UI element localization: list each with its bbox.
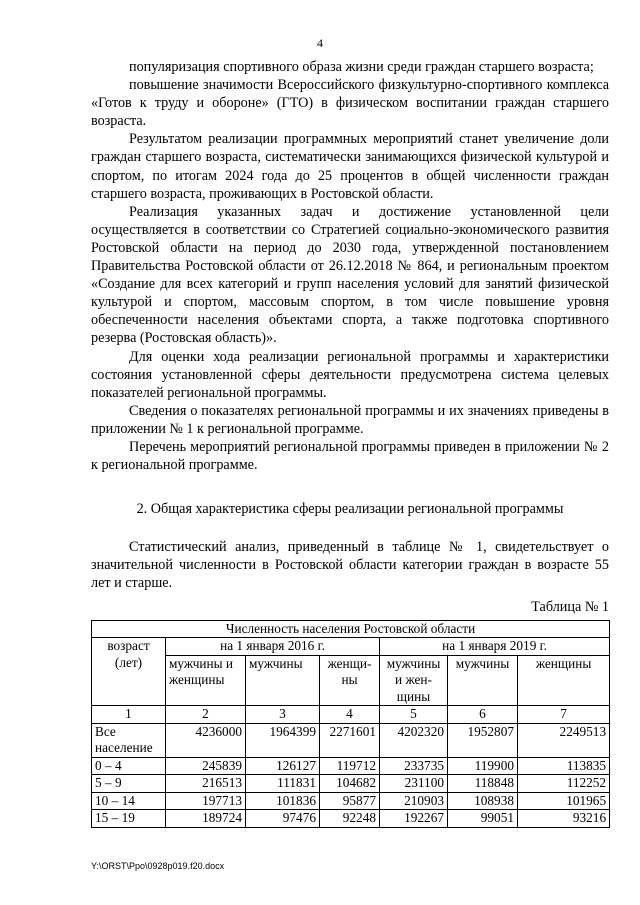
subheader-cell: мужчины: [448, 655, 518, 706]
paragraph: Результатом реализации программных мероприятий станет увеличение доли граждан старшего возраста, систематически занимающихся физической культурой и спортом, по итогам 2024 года до 25 процентов в общей численности граждан старшего возраста, проживающих в Ростовской области.: [91, 131, 609, 202]
table-row: [92, 810, 610, 828]
population-table: [91, 620, 610, 828]
value-cell: 216513: [166, 775, 246, 793]
subheader-cell: мужчины и женщины: [166, 655, 246, 706]
paragraph: повышение значимости Всероссийского физкультурно-спортивного комплекса «Готов к труду и обороне» (ГТО) в физическом воспитании граждан старшего возраста.: [91, 77, 609, 130]
table-title-row: [92, 620, 610, 638]
column-number-row: [92, 706, 610, 724]
value-cell: 192267: [380, 810, 448, 828]
table-row: [92, 792, 610, 810]
column-number: 1: [92, 706, 166, 724]
paragraph: Реализация указанных задач и достижение установленной цели осуществляется в соответствии со Стратегией социально-экономического развития Ростовской области на период до 2030 года, утвержденной постановлением Правительства Ростовской области от 26.12.2018 № 864, и региональным проектом «Создание для всех категорий и групп населения условий для занятий физической культурой и спортом, массовым спортом, в том числе повышение уровня обеспеченности населения объектами спорта, а также подготовка спортивного резерва (Ростовская область)».: [91, 203, 609, 347]
table-row: [92, 775, 610, 793]
value-cell: 4236000: [166, 723, 246, 757]
paragraph: популяризация спортивного образа жизни среди граждан старшего возраста;: [129, 59, 594, 75]
table-subheader-row: [92, 655, 610, 706]
value-cell: 104682: [320, 775, 380, 793]
table-year-row: [92, 638, 610, 656]
table-caption: Таблица № 1: [531, 598, 609, 615]
age-cell: 15 – 19: [92, 810, 166, 828]
age-cell: Все население: [92, 723, 166, 757]
value-cell: 119900: [448, 757, 518, 775]
column-number: 4: [320, 706, 380, 724]
paragraph: Перечень мероприятий региональной программы приведен в приложении № 2 к региональной программе.: [91, 438, 609, 474]
subheader-cell: женщи-ны: [320, 655, 380, 706]
table-row: [92, 723, 610, 757]
value-cell: 1964399: [246, 723, 320, 757]
value-cell: 95877: [320, 792, 380, 810]
value-cell: 210903: [380, 792, 448, 810]
value-cell: 97476: [246, 810, 320, 828]
value-cell: 119712: [320, 757, 380, 775]
value-cell: 99051: [448, 810, 518, 828]
section-title: 2. Общая характеристика сферы реализации региональной программы: [136, 501, 564, 518]
value-cell: 101836: [246, 792, 320, 810]
analysis-paragraph: Статистический анализ, приведенный в таблице № 1, свидетельствует о значительной численности в Ростовской области категории граждан в возрасте 55 лет и старше.: [91, 539, 609, 592]
value-cell: 101965: [518, 792, 610, 810]
footer-file-path: Y:\ORST\Ppo\0928p019.f20.docx: [91, 861, 225, 871]
value-cell: 112252: [518, 775, 610, 793]
value-cell: 113835: [518, 757, 610, 775]
value-cell: 189724: [166, 810, 246, 828]
value-cell: 231100: [380, 775, 448, 793]
value-cell: 197713: [166, 792, 246, 810]
page-number: 4: [317, 36, 323, 50]
value-cell: 1952807: [448, 723, 518, 757]
value-cell: 108938: [448, 792, 518, 810]
age-header: возраст (лет): [92, 638, 166, 706]
value-cell: 118848: [448, 775, 518, 793]
value-cell: 4202320: [380, 723, 448, 757]
document-body: [91, 58, 609, 828]
subheader-cell: мужчины и жен-щины: [380, 655, 448, 706]
table-row: [92, 757, 610, 775]
year-2016-header: на 1 января 2016 г.: [166, 638, 380, 656]
table-title: Численность населения Ростовской области: [92, 620, 610, 638]
age-cell: 0 – 4: [92, 757, 166, 775]
value-cell: 245839: [166, 757, 246, 775]
column-number: 6: [448, 706, 518, 724]
value-cell: 2271601: [320, 723, 380, 757]
age-cell: 10 – 14: [92, 792, 166, 810]
paragraph: Для оценки хода реализации региональной программы и характеристики состояния установленной сферы деятельности предусмотрена система целевых показателей региональной программы.: [91, 348, 609, 401]
value-cell: 92248: [320, 810, 380, 828]
value-cell: 93216: [518, 810, 610, 828]
subheader-cell: мужчины: [246, 655, 320, 706]
value-cell: 126127: [246, 757, 320, 775]
column-number: 3: [246, 706, 320, 724]
value-cell: 233735: [380, 757, 448, 775]
age-cell: 5 – 9: [92, 775, 166, 793]
paragraph: Сведения о показателях региональной программы и их значениях приведены в приложении № 1 к региональной программе.: [91, 402, 609, 437]
value-cell: 111831: [246, 775, 320, 793]
column-number: 7: [518, 706, 610, 724]
column-number: 2: [166, 706, 246, 724]
subheader-cell: женщины: [518, 655, 610, 706]
year-2019-header: на 1 января 2019 г.: [380, 638, 610, 656]
column-number: 5: [380, 706, 448, 724]
value-cell: 2249513: [518, 723, 610, 757]
